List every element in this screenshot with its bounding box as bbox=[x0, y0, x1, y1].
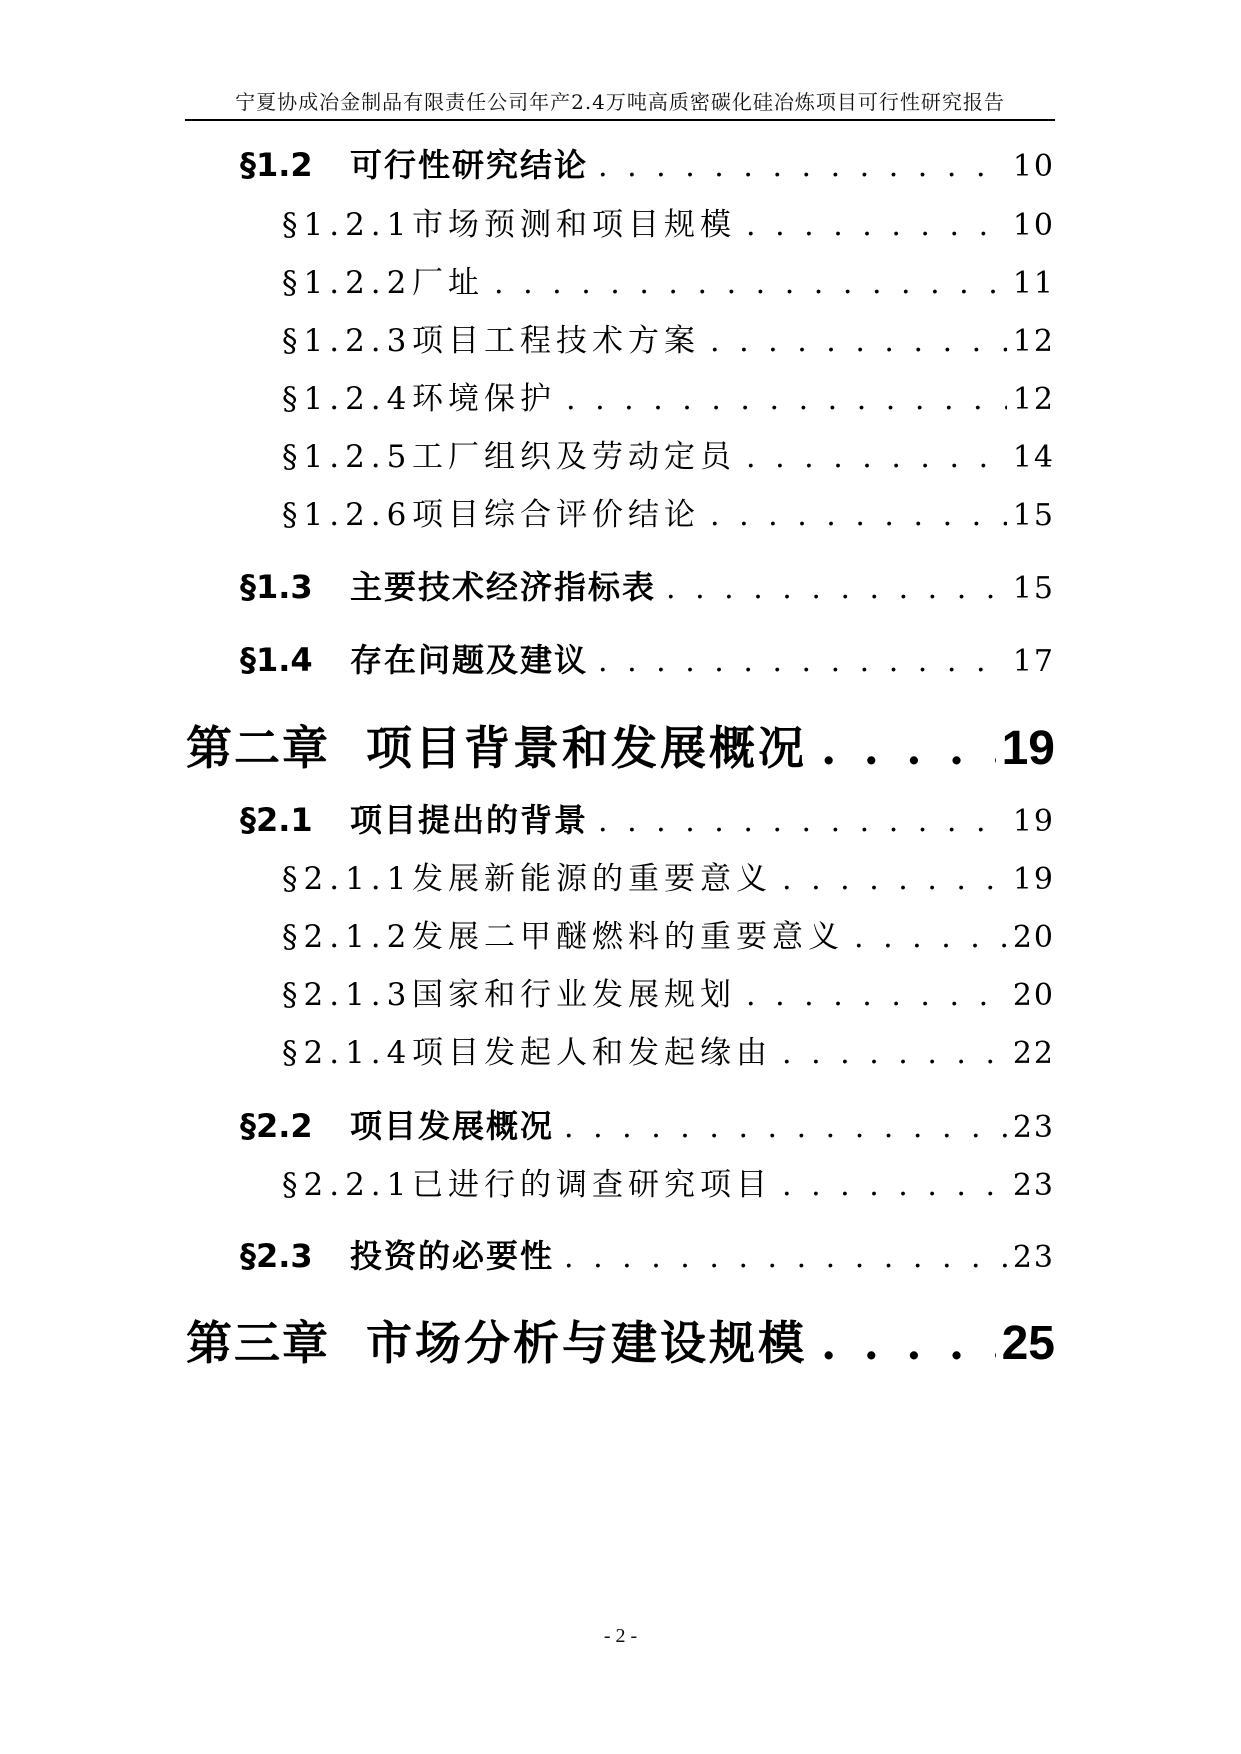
toc-entry[interactable] bbox=[240, 562, 1055, 606]
toc-entry[interactable] bbox=[282, 257, 1055, 301]
toc-entry[interactable] bbox=[282, 373, 1055, 417]
toc-entry-title: 项目工程技术方案 bbox=[412, 323, 700, 359]
toc-entry-title: 项目背景和发展概况 bbox=[366, 721, 807, 775]
toc-entry-title: 发展新能源的重要意义 bbox=[412, 861, 772, 897]
toc-entry-page: 25 bbox=[1001, 1317, 1055, 1370]
toc-entry-number: §1.4 bbox=[240, 641, 313, 679]
toc-entry-number: §2.1.4 bbox=[282, 1035, 413, 1071]
toc-entry[interactable] bbox=[240, 795, 1055, 839]
toc-entry-title: 环境保护 bbox=[412, 381, 556, 417]
toc-entry-page: 23 bbox=[1012, 1110, 1055, 1145]
toc-entry-number: §1.2.5 bbox=[282, 439, 413, 475]
toc-entry-title: 可行性研究结论 bbox=[350, 146, 589, 184]
toc-entry-page: 19 bbox=[1012, 804, 1055, 839]
toc-entry-number: 第二章 bbox=[186, 721, 330, 775]
toc-entry-page: 22 bbox=[1012, 1036, 1055, 1071]
toc-entry-number: §1.2.1 bbox=[282, 207, 413, 243]
toc-entry[interactable] bbox=[282, 489, 1055, 533]
toc-dot-leader bbox=[746, 440, 1007, 475]
toc-dot-leader bbox=[746, 978, 1007, 1013]
toc-entry[interactable] bbox=[240, 635, 1055, 679]
toc-entry[interactable] bbox=[240, 1101, 1055, 1145]
toc-entry-number: §1.3 bbox=[240, 568, 313, 606]
toc-entry[interactable] bbox=[282, 1159, 1055, 1203]
toc-dot-leader bbox=[666, 571, 1007, 606]
toc-entry-title: 投资的必要性 bbox=[350, 1237, 555, 1275]
toc-dot-leader bbox=[598, 644, 1007, 679]
toc-entry-title: 市场预测和项目规模 bbox=[412, 207, 736, 243]
toc-entry[interactable] bbox=[282, 969, 1055, 1013]
toc-dot-leader bbox=[566, 382, 1007, 417]
toc-entry-page: 19 bbox=[1012, 862, 1055, 897]
toc-entry-number: §1.2.4 bbox=[282, 381, 413, 417]
toc-entry-page: 23 bbox=[1012, 1240, 1055, 1275]
toc-dot-leader bbox=[564, 1110, 1007, 1145]
toc-entry[interactable] bbox=[282, 911, 1055, 955]
toc-chapter-entry[interactable] bbox=[186, 712, 1055, 776]
toc-entry-page: 20 bbox=[1012, 920, 1055, 955]
toc-entry-number: §1.2 bbox=[240, 146, 313, 184]
toc-entry-title: 项目综合评价结论 bbox=[412, 497, 700, 533]
toc-entry-title: 厂址 bbox=[412, 265, 484, 301]
toc-entry-number: §1.2.2 bbox=[282, 265, 413, 301]
toc-entry[interactable] bbox=[282, 853, 1055, 897]
toc-dot-leader bbox=[782, 1168, 1007, 1203]
toc-entry-title: 市场分析与建设规模 bbox=[366, 1316, 807, 1370]
toc-entry[interactable] bbox=[282, 315, 1055, 359]
toc-entry-title: 发展二甲醚燃料的重要意义 bbox=[412, 919, 844, 955]
toc-entry-page: 23 bbox=[1012, 1168, 1055, 1203]
toc-entry-number: §2.1.1 bbox=[282, 861, 413, 897]
toc-entry[interactable] bbox=[282, 199, 1055, 243]
toc-entry-number: §2.3 bbox=[240, 1237, 313, 1275]
toc-entry-title: 国家和行业发展规划 bbox=[412, 977, 736, 1013]
toc-dot-leader bbox=[710, 324, 1007, 359]
toc-entry-number: §2.1 bbox=[240, 801, 313, 839]
page-number: - 2 - bbox=[603, 1625, 638, 1647]
toc-dot-leader bbox=[710, 498, 1007, 533]
toc-entry-page: 17 bbox=[1012, 644, 1055, 679]
toc-dot-leader bbox=[564, 1240, 1007, 1275]
toc-entry[interactable] bbox=[240, 140, 1055, 184]
toc-dot-leader bbox=[821, 1319, 996, 1370]
toc-entry-page: 14 bbox=[1012, 440, 1055, 475]
toc-dot-leader bbox=[854, 920, 1007, 955]
toc-entry-number: §1.2.3 bbox=[282, 323, 413, 359]
toc-entry-page: 10 bbox=[1012, 208, 1055, 243]
toc-entry-number: §2.1.3 bbox=[282, 977, 413, 1013]
toc-entry-number: §1.2.6 bbox=[282, 497, 413, 533]
toc-entry[interactable] bbox=[282, 1027, 1055, 1071]
toc-entry-title: 项目提出的背景 bbox=[350, 801, 589, 839]
toc-entry-title: 已进行的调查研究项目 bbox=[412, 1167, 772, 1203]
toc-entry[interactable] bbox=[240, 1231, 1055, 1275]
toc-entry-title: 存在问题及建议 bbox=[350, 641, 589, 679]
toc-dot-leader bbox=[746, 208, 1007, 243]
toc-dot-leader bbox=[821, 724, 996, 775]
toc-entry-page: 12 bbox=[1012, 382, 1055, 417]
toc-dot-leader bbox=[598, 804, 1007, 839]
toc-entry-number: §2.1.2 bbox=[282, 919, 413, 955]
toc-dot-leader bbox=[782, 862, 1007, 897]
toc-dot-leader bbox=[598, 149, 1007, 184]
toc-entry-page: 20 bbox=[1012, 978, 1055, 1013]
toc-entry-title: 项目发起人和发起缘由 bbox=[412, 1035, 772, 1071]
toc-entry-number: §2.2 bbox=[240, 1107, 313, 1145]
toc-entry-page: 10 bbox=[1012, 149, 1055, 184]
toc-entry-title: 工厂组织及劳动定员 bbox=[412, 439, 736, 475]
running-header: 宁夏协成冶金制品有限责任公司年产2.4万吨高质密碳化硅冶炼项目可行性研究报告 bbox=[235, 90, 1005, 114]
toc-entry-number: 第三章 bbox=[186, 1316, 330, 1370]
toc-entry-page: 11 bbox=[1012, 266, 1055, 301]
toc-dot-leader bbox=[782, 1036, 1007, 1071]
toc-chapter-entry[interactable] bbox=[186, 1307, 1055, 1371]
toc-entry-title: 主要技术经济指标表 bbox=[350, 568, 657, 606]
toc-entry-page: 15 bbox=[1012, 498, 1055, 533]
toc-entry[interactable] bbox=[282, 431, 1055, 475]
toc-entry-page: 12 bbox=[1012, 324, 1055, 359]
toc-entry-page: 19 bbox=[1001, 722, 1055, 775]
toc-entry-number: §2.2.1 bbox=[282, 1167, 413, 1203]
toc-dot-leader bbox=[494, 266, 1007, 301]
toc-entry-page: 15 bbox=[1012, 571, 1055, 606]
toc-entry-title: 项目发展概况 bbox=[350, 1107, 555, 1145]
